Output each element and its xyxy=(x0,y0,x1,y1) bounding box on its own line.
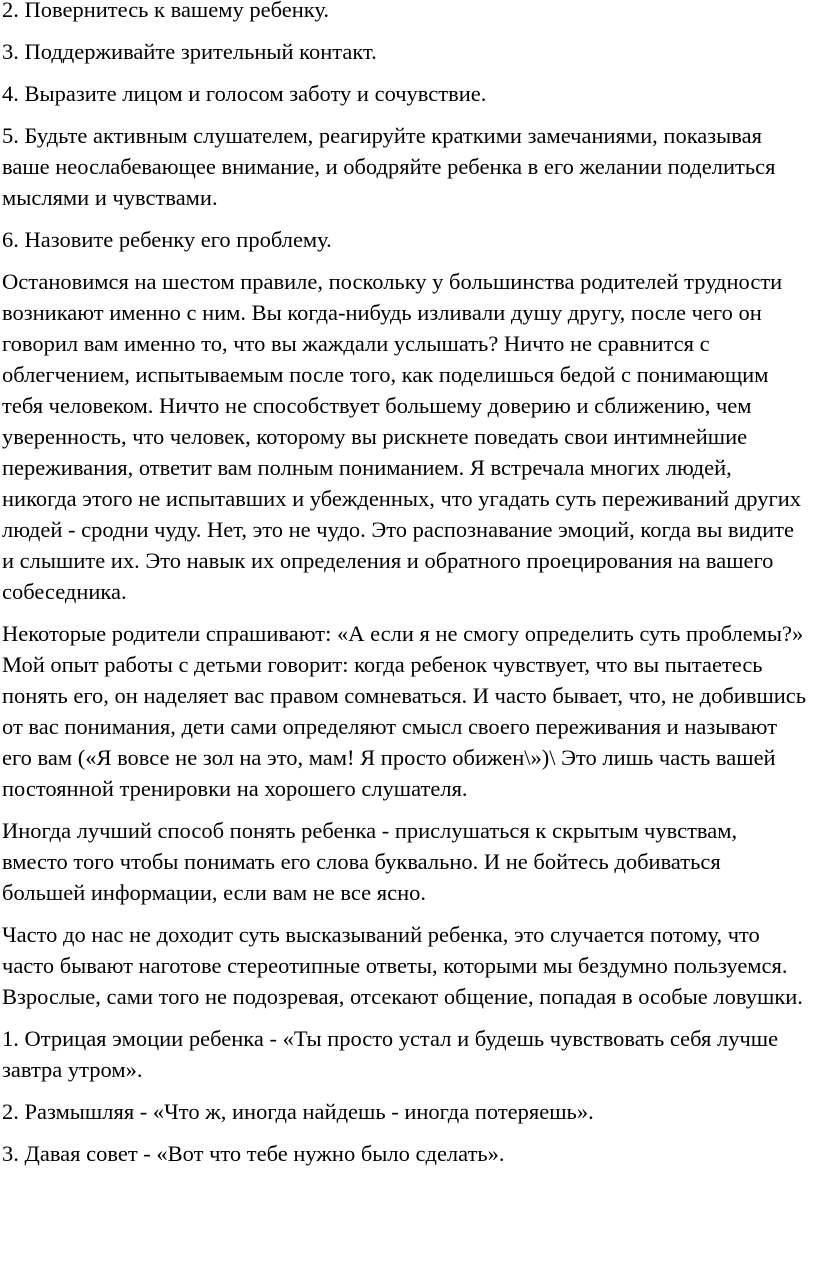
list-item-eye-contact: 3. Поддерживайте зрительный контакт. xyxy=(2,39,377,64)
paragraph-parents-ask: Некоторые родители спрашивают: «А если я не смогу определить суть проблемы?» Мой опыт работы с детьми говорит: когда ребенок чувствует, что вы пытаетесь понять его, он наделяет вас правом сомневаться. И часто бывает, что, не добившись от вас понимания, дети сами определяют смысл своего переживания и называют его вам («Я вовсе не зол на это, мам! Я просто обижен\»)\ Это лишь часть вашей постоянной тренировки на хорошего слушателя. xyxy=(2,621,807,801)
list-item-denying-emotions: 1. Отрицая эмоции ребенка - «Ты просто устал и будешь чувствовать себя лучше завтра утром». xyxy=(2,1026,779,1082)
list-item-turn-to-child: 2. Повернитесь к вашему ребенку. xyxy=(2,0,330,22)
list-item-active-listener: 5. Будьте активным слушателем, реагируйте краткими замечаниями, показывая ваше неослабевающее внимание, и ободряйте ребенка в его желании поделиться мыслями и чувствами. xyxy=(2,123,776,210)
list-item-philosophizing: 2. Размышляя - «Что ж, иногда найдешь - иногда потеряешь». xyxy=(2,1099,594,1124)
paragraph-hidden-feelings: Иногда лучший способ понять ребенка - прислушаться к скрытым чувствам, вместо того чтобы понимать его слова буквально. И не бойтесь добиваться большей информации, если вам не все ясно. xyxy=(2,818,738,905)
paragraph-sixth-rule: Остановимся на шестом правиле, поскольку у большинства родителей трудности возникают именно с ним. Вы когда-нибудь изливали душу другу, после чего он говорил вам именно то, что вы жаждали услышать? Ничто не сравнится с облегчением, испытываемым после того, как поделишься бедой с понимающим тебя человеком. Ничто не способствует большему доверию и сближению, чем уверенность, что человек, которому вы рискнете поведать свои интимнейшие переживания, ответит вам полным пониманием. Я встречала многих людей, никогда этого не испытавших и убежденных, что угадать суть переживаний других людей - сродни чуду. Нет, это не чудо. Это распознавание эмоций, когда вы видите и слышите их. Это навык их определения и обратного проецирования на вашего собеседника. xyxy=(2,269,802,604)
list-item-name-problem: 6. Назовите ребенку его проблему. xyxy=(2,227,332,252)
paragraph-traps-intro: Часто до нас не доходит суть высказываний ребенка, это случается потому, что часто бывают наготове стереотипные ответы, которыми мы бездумно пользуемся. Взрослые, сами того не подозревая, отсекают общение, попадая в особые ловушки. xyxy=(2,922,803,1009)
list-item-giving-advice: 3. Давая совет - «Вот что тебе нужно было сделать». xyxy=(2,1141,505,1166)
list-item-express-care: 4. Выразите лицом и голосом заботу и сочувствие. xyxy=(2,81,487,106)
